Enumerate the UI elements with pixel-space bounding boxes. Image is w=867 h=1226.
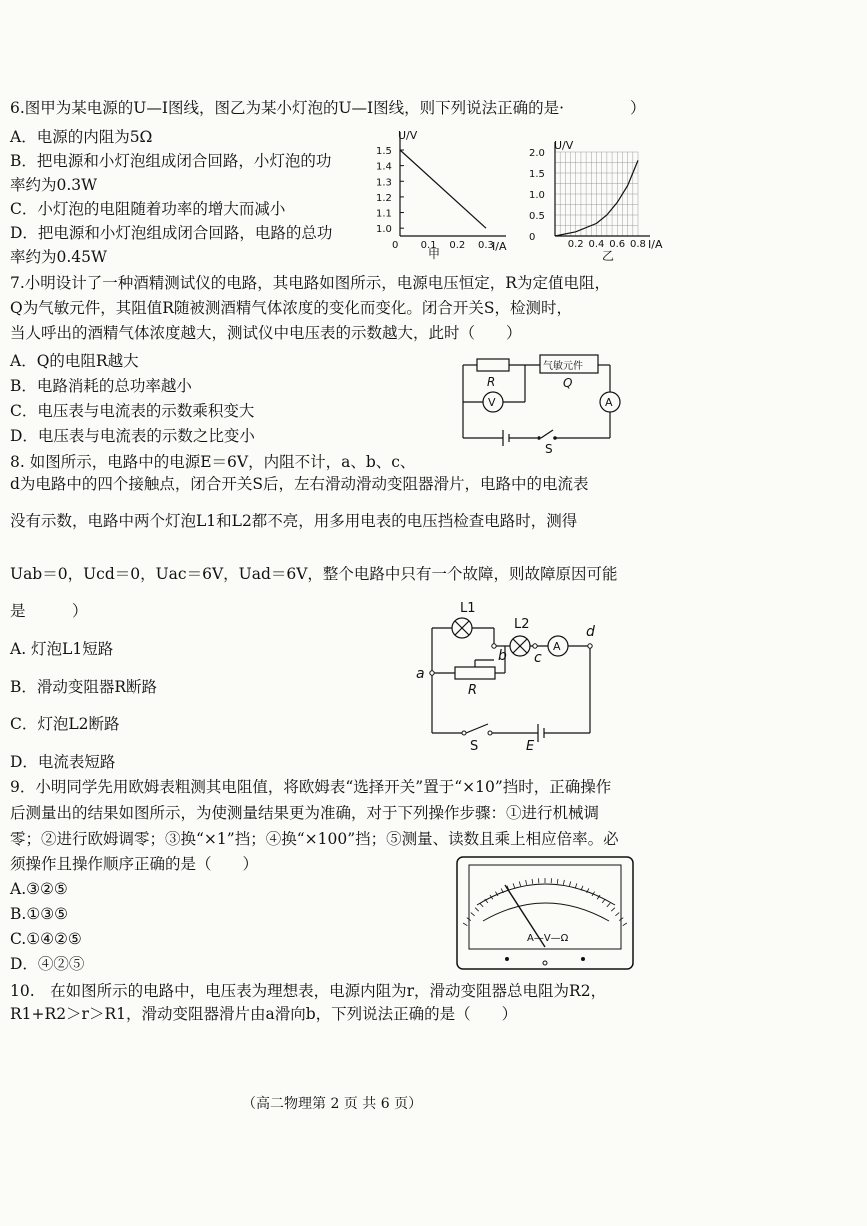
chart-jia-xlabel: I/A — [492, 240, 507, 253]
page-footer: （高二物理第 2 页 共 6 页） — [242, 1096, 423, 1112]
q6-option-b: B．把电源和小灯泡组成闭合回路，小灯泡的功 — [10, 152, 332, 170]
q8-l2-label: L2 — [514, 617, 530, 632]
q9-scale-tick — [532, 879, 533, 884]
q8-line-3: 没有示数，电路中两个灯泡L1和L2都不亮，用多用电表的电压挡检查电路时，测得 — [10, 512, 578, 530]
q9-scale-tick — [563, 880, 564, 885]
q9-scale-tick — [480, 903, 483, 907]
q9-line-4: 须操作且操作顺序正确的是（ ） — [10, 855, 259, 873]
q9-scale-tick — [607, 903, 610, 907]
chart-jia-xtick-label: 0 — [392, 240, 399, 251]
chart-jia-ytick-label: 1.4 — [376, 161, 392, 173]
chart-yi-xtick-label: 0.8 — [630, 239, 646, 250]
q9-scale-tick — [513, 883, 515, 888]
chart-jia-ytick-label: 1.0 — [376, 224, 392, 236]
q8-option-c: C．灯泡L2断路 — [10, 715, 120, 733]
q9-multimeter — [455, 855, 635, 973]
q9-scale-tick — [557, 879, 558, 884]
q9-scale-tick — [602, 899, 605, 903]
chart-yi-xtick-label: 0.4 — [588, 239, 605, 250]
q9-option-a: A.③②⑤ — [10, 880, 68, 898]
q6-option-b-cont: 率约为0.3W — [10, 176, 98, 194]
q8-option-a: A. 灯泡L1短路 — [10, 640, 114, 658]
q9-scale-tick — [526, 880, 527, 885]
q7-line-1: 7.小明设计了一种酒精测试仪的电路，其电路如图所示，电源电压恒定，R为定值电阻， — [10, 274, 610, 292]
q9-option-c: C.①④②⑤ — [10, 930, 82, 948]
q8-line-2: d为电路中的四个接触点，闭合开关S后，左右滑动滑动变阻器滑片，电路中的电流表 — [10, 475, 589, 493]
chart-yi-xtick-label: 0.6 — [609, 239, 626, 250]
q10-line-1: 10. 在如图所示的电路中，电压表为理想表，电源内阻为r，滑动变阻器总电阻为R2， — [10, 982, 607, 1000]
chart-yi-ytick-label: 1.0 — [529, 190, 545, 201]
chart-jia — [368, 128, 508, 261]
q9-scale-tick — [575, 883, 577, 888]
chart-yi-ylabel: U/V — [554, 139, 574, 152]
chart-jia-ytick-label: 1.5 — [376, 146, 392, 157]
q6-stem: 6.图甲为某电源的U—I图线，图乙为某小灯泡的U—I图线，则下列说法正确的是· — [10, 99, 565, 117]
q9-line-3: 零；②进行欧姆调零；③换“×1”挡；④换“×100”挡；⑤测量、读数且乘上相应倍率。必 — [10, 830, 619, 848]
chart-yi-ytick-label: 0.5 — [529, 211, 545, 222]
chart-jia-xtick-label: 0.1 — [420, 240, 437, 251]
chart-yi-xlabel: I/A — [648, 238, 663, 251]
q7-q-label: Q — [563, 376, 573, 390]
q8-line-5: 是 ） — [10, 602, 88, 620]
chart-yi-ytick-label: 1.5 — [529, 169, 545, 180]
q7-q-box-label: 气敏元件 — [543, 361, 583, 372]
q9-scale-tick — [471, 913, 475, 916]
q9-scale-tick — [475, 908, 479, 911]
chart-yi-ytick-label: 0 — [529, 232, 536, 243]
q8-line-4: Uab＝0，Ucd＝0，Uac＝6V，Uad＝6V，整个电路中只有一个故障，则故障原因可能 — [10, 565, 618, 583]
q8-rheostat-r — [455, 667, 495, 679]
q8-point-a: a — [416, 666, 425, 682]
q8-e-label: E — [526, 739, 535, 754]
q9-scale-tick — [519, 881, 520, 886]
chart-yi-xtick-label: 0.2 — [567, 239, 584, 250]
q7-line-2: Q为气敏元件，其阻值R随被测酒精气体浓度的变化而变化。闭合开关S，检测时， — [10, 299, 572, 317]
q6-option-a: A．电源的内阻为5Ω — [10, 128, 153, 146]
q9-dc-scale-arc — [483, 903, 609, 921]
chart-jia-caption: 甲 — [428, 247, 441, 261]
q8-option-d: D．电流表短路 — [10, 753, 116, 771]
q8-l1-label: L1 — [460, 601, 476, 616]
q7-v-label: V — [488, 396, 496, 409]
q9-scale-tick — [463, 923, 467, 926]
chart-jia-ytick-label: 1.3 — [376, 177, 392, 189]
q9-ohm-scale-arc — [477, 884, 615, 905]
q8-point-b: b — [498, 648, 507, 664]
q7-circuit-diagram — [455, 350, 635, 455]
q7-s-label: S — [545, 442, 553, 456]
q6-option-c: C．小灯泡的电阻随着功率的增大而减小 — [10, 200, 286, 218]
q8-r-label: R — [468, 683, 478, 698]
q7-r-label: R — [487, 375, 496, 389]
q8-s-label: S — [470, 739, 479, 754]
q7-option-c: C．电压表与电流表的示数乘积变大 — [10, 402, 255, 420]
q6-option-d-cont: 率约为0.45W — [10, 248, 107, 266]
chart-jia-ytick-label: 1.1 — [376, 208, 392, 220]
q6-option-d: D．把电源和小灯泡组成闭合回路，电路的总功 — [10, 224, 333, 242]
q9-option-d: D．④②⑤ — [10, 955, 85, 973]
chart-jia-series-line — [400, 150, 486, 228]
q7-option-d: D．电压表与电流表的示数之比变小 — [10, 427, 255, 445]
q9-meter-frame — [457, 857, 633, 969]
q8-switch — [466, 724, 488, 733]
q7-resistor-r — [477, 359, 509, 371]
q7-option-a: A．Q的电阻R越大 — [10, 352, 139, 370]
q10-line-2: R1+R2＞r＞R1，滑动变阻器滑片由a滑向b，下列说法正确的是（ ） — [10, 1005, 518, 1023]
q9-scale-tick — [615, 913, 619, 916]
chart-yi-ytick-label: 2.0 — [529, 148, 545, 159]
q9-scale-tick — [611, 908, 615, 911]
chart-yi-caption: 乙 — [602, 249, 615, 263]
q9-scale-tick — [569, 881, 570, 886]
q7-switch — [541, 430, 553, 438]
q8-option-b: B．滑动变阻器R断路 — [10, 678, 158, 696]
q8-point-c: c — [534, 650, 542, 666]
q9-line-2: 后测量出的结果如图所示，为使测量结果更为准确，对于下列操作步骤：①进行机械调 — [10, 804, 600, 822]
q9-option-b: B.①③⑤ — [10, 905, 69, 923]
chart-jia-ytick-label: 1.2 — [376, 192, 392, 204]
q7-option-b: B．电路消耗的总功率越小 — [10, 377, 192, 395]
q9-scale-tick — [623, 923, 627, 926]
q9-meter-label: A—V—Ω — [527, 933, 569, 944]
q7-line-3: 当人呼出的酒精气体浓度越大，测试仪中电压表的示数越大，此时（ ） — [10, 324, 522, 342]
chart-jia-xtick-label: 0.3 — [478, 240, 494, 251]
chart-jia-xtick-label: 0.2 — [449, 240, 466, 251]
q8-line-1: 8. 如图所示，电路中的电源E＝6V，内阻不计，a、b、c、 — [10, 453, 416, 471]
q8-ammeter-label: A — [553, 640, 561, 653]
chart-yi — [510, 139, 663, 263]
q8-circuit-diagram — [410, 598, 610, 754]
chart-jia-ylabel: U/V — [398, 129, 418, 142]
q6-paren: ） — [630, 99, 646, 117]
q7-a-label: A — [605, 396, 613, 409]
q9-line-1: 9．小明同学先用欧姆表粗测其电阻值，将欧姆表“选择开关”置于“×10”挡时，正确操作 — [10, 778, 612, 796]
q8-point-d: d — [586, 624, 595, 640]
